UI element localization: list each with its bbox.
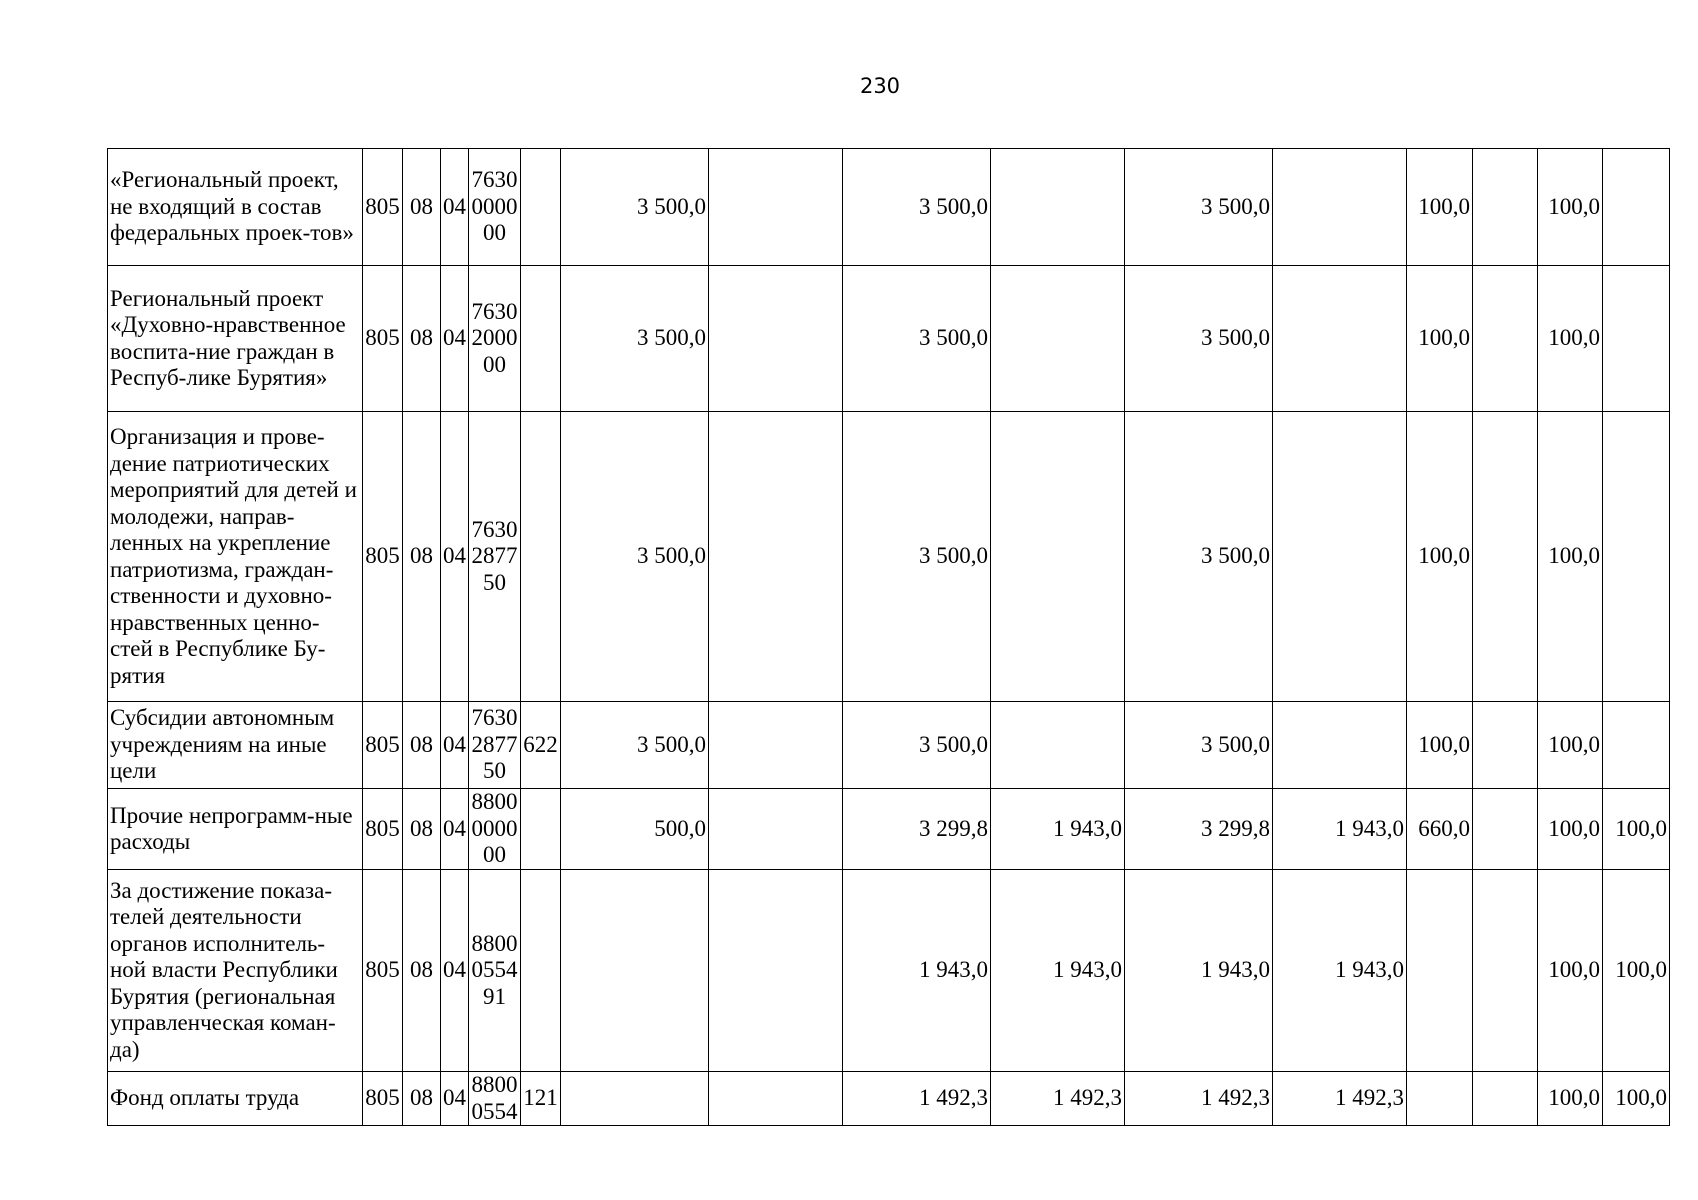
table-row xyxy=(108,789,1670,870)
amount-3: 3 500,0 xyxy=(843,149,991,266)
row-name: Субсидии автономным учреждениям на иные цели xyxy=(108,702,363,789)
percent-1 xyxy=(1407,1072,1473,1126)
expense-type xyxy=(521,412,561,702)
amount-3: 3 299,8 xyxy=(843,789,991,870)
amount-2 xyxy=(709,412,843,702)
percent-4: 100,0 xyxy=(1603,1072,1670,1126)
section-code: 08 xyxy=(403,1072,441,1126)
ministry-code: 805 xyxy=(363,702,403,789)
ministry-code: 805 xyxy=(363,266,403,412)
row-name: Прочие непрограмм-ные расходы xyxy=(108,789,363,870)
amount-5: 1 943,0 xyxy=(1125,870,1273,1072)
budget-table xyxy=(107,148,1670,1126)
amount-6: 1 492,3 xyxy=(1273,1072,1407,1126)
percent-2 xyxy=(1473,1072,1538,1126)
expense-type: 622 xyxy=(521,702,561,789)
amount-4: 1 943,0 xyxy=(991,870,1125,1072)
amount-5: 1 492,3 xyxy=(1125,1072,1273,1126)
percent-3: 100,0 xyxy=(1538,1072,1603,1126)
row-name: Региональный проект «Духовно-нравственное воспита-ние граждан в Респуб-лике Бурятия» xyxy=(108,266,363,412)
percent-1: 100,0 xyxy=(1407,702,1473,789)
target-article: 7630 0000 00 xyxy=(469,149,521,266)
amount-2 xyxy=(709,870,843,1072)
percent-3: 100,0 xyxy=(1538,789,1603,870)
amount-5: 3 299,8 xyxy=(1125,789,1273,870)
amount-2 xyxy=(709,702,843,789)
target-article: 7630 2877 50 xyxy=(469,702,521,789)
section-code: 08 xyxy=(403,870,441,1072)
percent-4 xyxy=(1603,266,1670,412)
percent-4 xyxy=(1603,149,1670,266)
section-code: 08 xyxy=(403,789,441,870)
subsection-code: 04 xyxy=(441,870,469,1072)
amount-1 xyxy=(561,870,709,1072)
target-article: 8800 0554 xyxy=(469,1072,521,1126)
percent-3: 100,0 xyxy=(1538,870,1603,1072)
percent-3: 100,0 xyxy=(1538,412,1603,702)
amount-1: 500,0 xyxy=(561,789,709,870)
amount-5: 3 500,0 xyxy=(1125,266,1273,412)
table-row xyxy=(108,870,1670,1072)
percent-1: 660,0 xyxy=(1407,789,1473,870)
expense-type xyxy=(521,789,561,870)
row-name: Организация и прове-дение патриотических мероприятий для детей и молодежи, направ-ленных на укрепление патриотизма, граждан-ственности и духовно-нравственных ценно-стей в Республике Бу-рятия xyxy=(108,412,363,702)
amount-4 xyxy=(991,412,1125,702)
percent-2 xyxy=(1473,266,1538,412)
percent-4: 100,0 xyxy=(1603,870,1670,1072)
ministry-code: 805 xyxy=(363,149,403,266)
amount-2 xyxy=(709,266,843,412)
expense-type: 121 xyxy=(521,1072,561,1126)
percent-1 xyxy=(1407,870,1473,1072)
amount-6: 1 943,0 xyxy=(1273,870,1407,1072)
expense-type xyxy=(521,149,561,266)
table-row xyxy=(108,149,1670,266)
table-row xyxy=(108,266,1670,412)
percent-3: 100,0 xyxy=(1538,149,1603,266)
row-name: «Региональный проект, не входящий в состав федеральных проек-тов» xyxy=(108,149,363,266)
percent-1: 100,0 xyxy=(1407,412,1473,702)
amount-6 xyxy=(1273,412,1407,702)
percent-3: 100,0 xyxy=(1538,702,1603,789)
table-row xyxy=(108,412,1670,702)
ministry-code: 805 xyxy=(363,412,403,702)
subsection-code: 04 xyxy=(441,412,469,702)
ministry-code: 805 xyxy=(363,870,403,1072)
amount-3: 3 500,0 xyxy=(843,266,991,412)
subsection-code: 04 xyxy=(441,702,469,789)
target-article: 8800 0000 00 xyxy=(469,789,521,870)
amount-5: 3 500,0 xyxy=(1125,149,1273,266)
amount-2 xyxy=(709,789,843,870)
amount-6 xyxy=(1273,702,1407,789)
percent-1: 100,0 xyxy=(1407,266,1473,412)
row-name: Фонд оплаты труда xyxy=(108,1072,363,1126)
amount-4: 1 943,0 xyxy=(991,789,1125,870)
percent-2 xyxy=(1473,870,1538,1072)
amount-1: 3 500,0 xyxy=(561,412,709,702)
section-code: 08 xyxy=(403,702,441,789)
percent-2 xyxy=(1473,412,1538,702)
section-code: 08 xyxy=(403,412,441,702)
amount-4 xyxy=(991,702,1125,789)
amount-6: 1 943,0 xyxy=(1273,789,1407,870)
amount-3: 1 492,3 xyxy=(843,1072,991,1126)
amount-2 xyxy=(709,1072,843,1126)
amount-4 xyxy=(991,266,1125,412)
percent-4 xyxy=(1603,412,1670,702)
target-article: 8800 0554 91 xyxy=(469,870,521,1072)
percent-3: 100,0 xyxy=(1538,266,1603,412)
ministry-code: 805 xyxy=(363,789,403,870)
page-number: 230 xyxy=(859,74,901,98)
subsection-code: 04 xyxy=(441,1072,469,1126)
percent-4 xyxy=(1603,702,1670,789)
expense-type xyxy=(521,870,561,1072)
expense-type xyxy=(521,266,561,412)
table-body xyxy=(108,149,1670,1126)
amount-3: 3 500,0 xyxy=(843,412,991,702)
subsection-code: 04 xyxy=(441,789,469,870)
section-code: 08 xyxy=(403,266,441,412)
table-row xyxy=(108,702,1670,789)
amount-5: 3 500,0 xyxy=(1125,702,1273,789)
percent-2 xyxy=(1473,789,1538,870)
subsection-code: 04 xyxy=(441,266,469,412)
amount-5: 3 500,0 xyxy=(1125,412,1273,702)
target-article: 7630 2000 00 xyxy=(469,266,521,412)
row-name: За достижение показа-телей деятельности органов исполнитель-ной власти Республики Бурятия (региональная управленческая коман-да) xyxy=(108,870,363,1072)
amount-6 xyxy=(1273,266,1407,412)
amount-2 xyxy=(709,149,843,266)
percent-2 xyxy=(1473,149,1538,266)
section-code: 08 xyxy=(403,149,441,266)
amount-4 xyxy=(991,149,1125,266)
percent-1: 100,0 xyxy=(1407,149,1473,266)
table-row xyxy=(108,1072,1670,1126)
target-article: 7630 2877 50 xyxy=(469,412,521,702)
amount-1: 3 500,0 xyxy=(561,149,709,266)
amount-6 xyxy=(1273,149,1407,266)
amount-1: 3 500,0 xyxy=(561,266,709,412)
percent-4: 100,0 xyxy=(1603,789,1670,870)
amount-4: 1 492,3 xyxy=(991,1072,1125,1126)
percent-2 xyxy=(1473,702,1538,789)
amount-1: 3 500,0 xyxy=(561,702,709,789)
subsection-code: 04 xyxy=(441,149,469,266)
ministry-code: 805 xyxy=(363,1072,403,1126)
amount-3: 1 943,0 xyxy=(843,870,991,1072)
amount-1 xyxy=(561,1072,709,1126)
amount-3: 3 500,0 xyxy=(843,702,991,789)
